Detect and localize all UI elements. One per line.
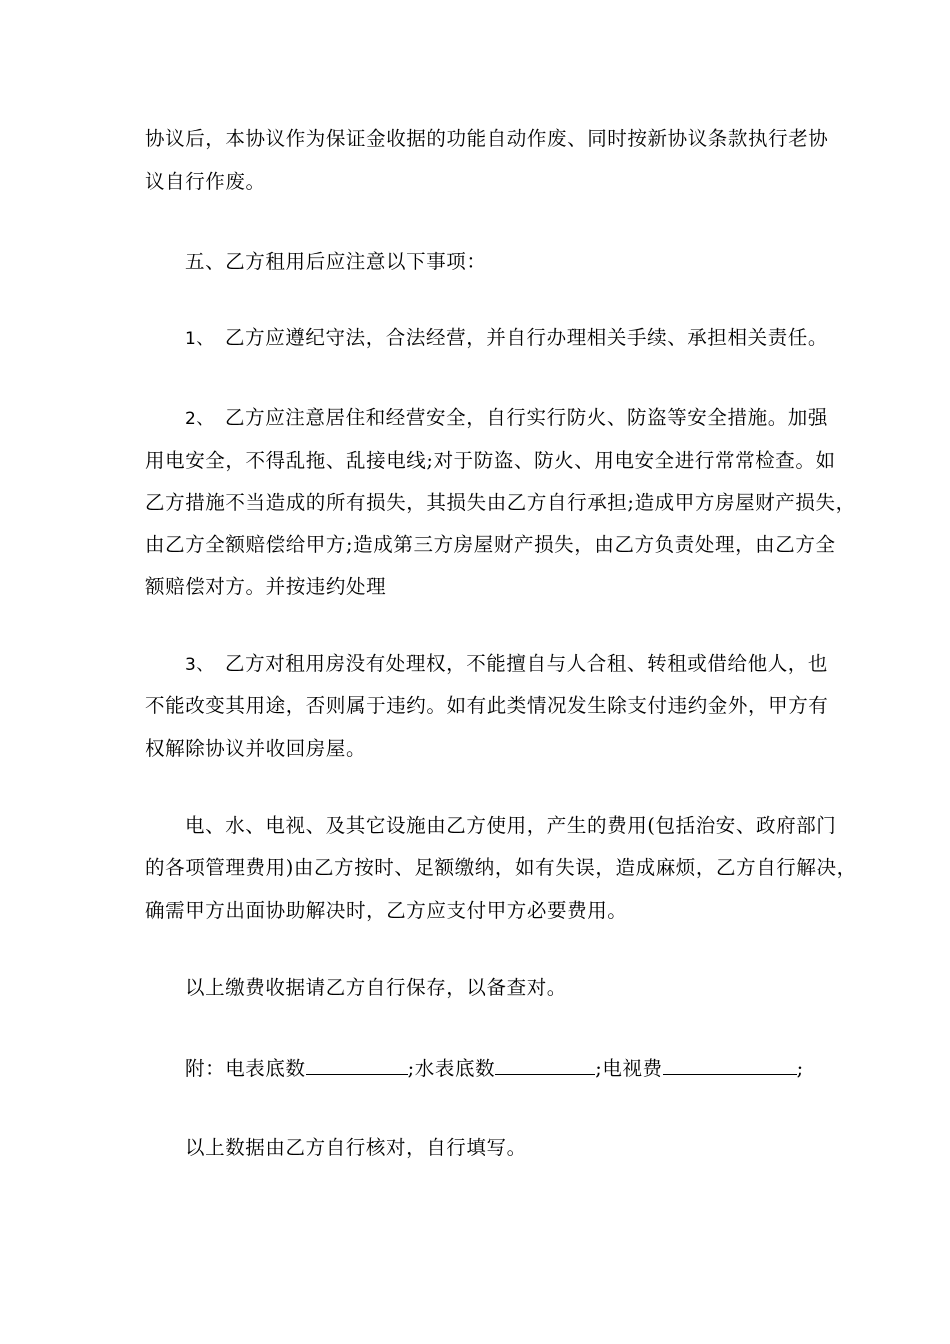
paragraph-line: 乙方措施不当造成的所有损失，其损失由乙方自行承担;造成甲方房屋财产损失， xyxy=(145,491,856,514)
list-item-3 xyxy=(185,652,828,677)
item-number: 1、 xyxy=(185,329,215,349)
tv-fee-blank[interactable] xyxy=(663,1056,797,1075)
paragraph-line: 协议后，本协议作为保证金收据的功能自动作废、同时按新协议条款执行老协 xyxy=(145,127,829,150)
paragraph-line: 议自行作废。 xyxy=(145,170,266,193)
appendix-line xyxy=(185,1056,804,1081)
paragraph-line: 权解除协议并收回房屋。 xyxy=(145,737,367,760)
paragraph-line: 电、水、电视、及其它设施由乙方使用，产生的费用(包括治安、政府部门 xyxy=(185,814,837,837)
list-item-2 xyxy=(185,406,828,431)
appendix-water-label: ;水表底数 xyxy=(407,1057,496,1080)
appendix-tv-label: ;电视费 xyxy=(595,1057,663,1080)
appendix-prefix: 附：电表底数 xyxy=(185,1057,306,1080)
paragraph-line: 的各项管理费用)由乙方按时、足额缴纳，如有失误，造成麻烦，乙方自行解决， xyxy=(145,856,857,879)
appendix-end: ; xyxy=(796,1057,804,1080)
paragraph-line: 额赔偿对方。并按违约处理 xyxy=(145,575,387,598)
paragraph-line: 确需甲方出面协助解决时，乙方应支付甲方必要费用。 xyxy=(145,899,628,922)
paragraph-line: 以上数据由乙方自行核对，自行填写。 xyxy=(185,1136,527,1159)
list-item-1 xyxy=(185,326,828,351)
paragraph-line: 由乙方全额赔偿给甲方;造成第三方房屋财产损失，由乙方负责处理，由乙方全 xyxy=(145,533,836,556)
paragraph-line: 以上缴费收据请乙方自行保存，以备查对。 xyxy=(185,976,567,999)
item-text: 乙方对租用房没有处理权，不能擅自与人合租、转租或借给他人，也 xyxy=(225,652,829,675)
item-text: 乙方应遵纪守法，合法经营，并自行办理相关手续、承担相关责任。 xyxy=(225,326,829,349)
electricity-meter-blank[interactable] xyxy=(306,1056,408,1075)
paragraph-line: 用电安全，不得乱拖、乱接电线;对于防盗、防火、用电安全进行常常检查。如 xyxy=(145,449,836,472)
item-number: 3、 xyxy=(185,655,215,675)
paragraph-line: 不能改变其用途，否则属于违约。如有此类情况发生除支付违约金外，甲方有 xyxy=(145,694,829,717)
item-text: 乙方应注意居住和经营安全，自行实行防火、防盗等安全措施。加强 xyxy=(225,406,829,429)
item-number: 2、 xyxy=(185,409,215,429)
water-meter-blank[interactable] xyxy=(495,1056,595,1075)
section-heading: 五、乙方租用后应注意以下事项： xyxy=(185,250,487,273)
